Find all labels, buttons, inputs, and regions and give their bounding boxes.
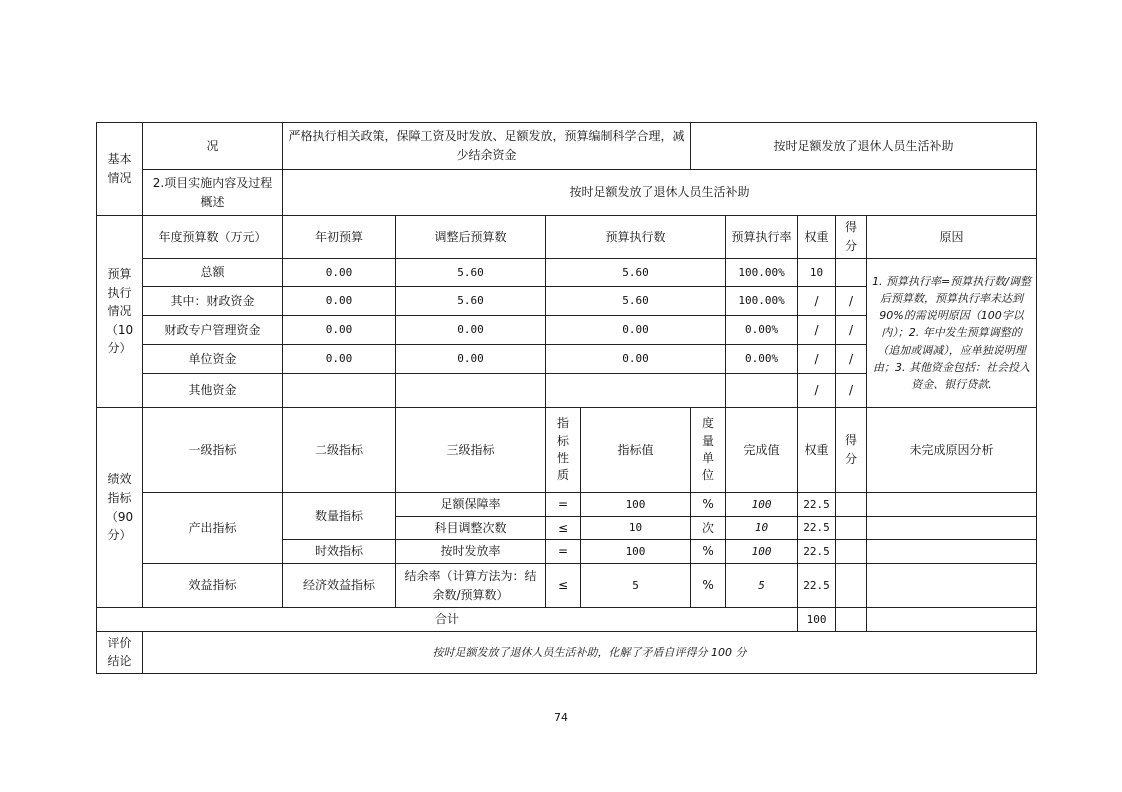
perf-header-weight: 权重 <box>798 408 836 493</box>
basic-row1-label: 况 <box>143 123 283 170</box>
page-number: 74 <box>554 711 568 724</box>
perf-row-nature: ≤ <box>546 564 581 608</box>
budget-header-initial: 年初预算 <box>283 216 396 259</box>
evaluation-table <box>96 122 1037 674</box>
budget-row-initial: 0.00 <box>283 287 396 316</box>
budget-row-adjusted: 5.60 <box>396 287 546 316</box>
perf-row-actual: 5 <box>726 564 798 608</box>
perf-row-unit: % <box>691 564 726 608</box>
perf-header-score: 得 分 <box>836 408 867 493</box>
basic-section-label: 基本 情况 <box>97 123 143 216</box>
table-row <box>97 259 1037 287</box>
perf-header-unit: 度 量 单 位 <box>691 408 726 493</box>
perf-header-nature: 指 标 性 质 <box>546 408 581 493</box>
budget-row-executed: 0.00 <box>546 316 726 345</box>
perf-row-analysis <box>867 540 1037 564</box>
basic-row2-label: 2.项目实施内容及过程概述 <box>143 170 283 216</box>
budget-row-weight: / <box>798 374 836 408</box>
budget-reason-note: 1. 预算执行率=预算执行数/调整后预算数，预算执行率未达到90%的需说明原因（100字以内）；2. 年中发生预算调整的（追加或调减），应单独说明理由；3. 其他资金包括：社会投入资金、银行贷款. <box>867 259 1037 408</box>
perf-header-value: 指标值 <box>581 408 691 493</box>
performance-section-label: 绩效 指标 （90 分） <box>97 408 143 608</box>
perf-row-score <box>836 516 867 540</box>
conclusion-label: 评价 结论 <box>97 631 143 673</box>
perf-row-nature: = <box>546 540 581 564</box>
perf-header-level1: 一级指标 <box>143 408 283 493</box>
perf-row-nature: ≤ <box>546 516 581 540</box>
perf-row-analysis <box>867 493 1037 517</box>
perf-row-value: 10 <box>581 516 691 540</box>
budget-row-weight: / <box>798 316 836 345</box>
perf-level2-timeliness: 时效指标 <box>283 540 396 564</box>
budget-row-label: 其中：财政资金 <box>143 287 283 316</box>
perf-row-weight: 22.5 <box>798 516 836 540</box>
budget-row-weight: / <box>798 345 836 374</box>
total-label: 合计 <box>97 608 798 632</box>
budget-row-score: / <box>836 316 867 345</box>
perf-row-actual: 100 <box>726 540 798 564</box>
budget-row-initial <box>283 374 396 408</box>
perf-level1-output: 产出指标 <box>143 493 283 564</box>
budget-row-label: 总额 <box>143 259 283 287</box>
basic-row1-content: 严格执行相关政策，保障工资及时发放、足额发放，预算编制科学合理，减少结余资金 <box>283 123 691 170</box>
budget-row-executed: 5.60 <box>546 259 726 287</box>
budget-row-weight: 10 <box>798 259 836 287</box>
conclusion-text: 按时足额发放了退休人员生活补助，化解了矛盾自评得分 100 分 <box>143 631 1037 673</box>
perf-row-score <box>836 493 867 517</box>
budget-header-adjusted: 调整后预算数 <box>396 216 546 259</box>
perf-level2-quantity: 数量指标 <box>283 493 396 540</box>
budget-row-rate <box>726 374 798 408</box>
budget-row-label: 单位资金 <box>143 345 283 374</box>
budget-row-rate: 100.00% <box>726 259 798 287</box>
total-row <box>97 608 1037 632</box>
perf-row-score <box>836 540 867 564</box>
total-score <box>836 608 867 632</box>
table-row <box>97 493 1037 517</box>
budget-row-initial: 0.00 <box>283 316 396 345</box>
perf-row-unit: % <box>691 540 726 564</box>
budget-row-label: 其他资金 <box>143 374 283 408</box>
budget-header-rate: 预算执行率 <box>726 216 798 259</box>
budget-header-executed: 预算执行数 <box>546 216 726 259</box>
perf-level2-economic: 经济效益指标 <box>283 564 396 608</box>
perf-row-unit: 次 <box>691 516 726 540</box>
perf-row-value: 5 <box>581 564 691 608</box>
budget-header-weight: 权重 <box>798 216 836 259</box>
budget-row-rate: 100.00% <box>726 287 798 316</box>
perf-row-level3: 结余率（计算方法为：结余数/预算数） <box>396 564 546 608</box>
budget-section-label: 预算 执行 情况 （10 分） <box>97 216 143 408</box>
table-row <box>97 564 1037 608</box>
perf-row-actual: 100 <box>726 493 798 517</box>
perf-header-level2: 二级指标 <box>283 408 396 493</box>
budget-row-executed <box>546 374 726 408</box>
perf-level1-benefit: 效益指标 <box>143 564 283 608</box>
basic-row1-result: 按时足额发放了退休人员生活补助 <box>691 123 1037 170</box>
perf-row-weight: 22.5 <box>798 493 836 517</box>
total-weight: 100 <box>798 608 836 632</box>
budget-row-rate: 0.00% <box>726 316 798 345</box>
basic-row2-content: 按时足额发放了退休人员生活补助 <box>283 170 1037 216</box>
budget-row-adjusted: 0.00 <box>396 345 546 374</box>
budget-header-reason: 原因 <box>867 216 1037 259</box>
budget-row-score: / <box>836 287 867 316</box>
perf-row-weight: 22.5 <box>798 540 836 564</box>
budget-row-score: / <box>836 374 867 408</box>
budget-header-score: 得分 <box>836 216 867 259</box>
perf-row-weight: 22.5 <box>798 564 836 608</box>
budget-row-executed: 5.60 <box>546 287 726 316</box>
perf-row-unit: % <box>691 493 726 517</box>
budget-row-score <box>836 259 867 287</box>
perf-row-level3: 科目调整次数 <box>396 516 546 540</box>
perf-row-level3: 足额保障率 <box>396 493 546 517</box>
budget-row-adjusted <box>396 374 546 408</box>
total-analysis <box>867 608 1037 632</box>
budget-row-initial: 0.00 <box>283 345 396 374</box>
perf-row-actual: 10 <box>726 516 798 540</box>
perf-row-value: 100 <box>581 540 691 564</box>
budget-row-weight: / <box>798 287 836 316</box>
perf-row-analysis <box>867 516 1037 540</box>
budget-row-adjusted: 0.00 <box>396 316 546 345</box>
budget-row-executed: 0.00 <box>546 345 726 374</box>
perf-header-actual: 完成值 <box>726 408 798 493</box>
perf-row-score <box>836 564 867 608</box>
perf-row-level3: 按时发放率 <box>396 540 546 564</box>
budget-row-score: / <box>836 345 867 374</box>
budget-row-rate: 0.00% <box>726 345 798 374</box>
budget-row-initial: 0.00 <box>283 259 396 287</box>
perf-row-value: 100 <box>581 493 691 517</box>
perf-header-level3: 三级指标 <box>396 408 546 493</box>
perf-row-analysis <box>867 564 1037 608</box>
budget-header-annual: 年度预算数（万元） <box>143 216 283 259</box>
perf-header-analysis: 未完成原因分析 <box>867 408 1037 493</box>
budget-row-adjusted: 5.60 <box>396 259 546 287</box>
budget-row-label: 财政专户管理资金 <box>143 316 283 345</box>
perf-row-nature: = <box>546 493 581 517</box>
